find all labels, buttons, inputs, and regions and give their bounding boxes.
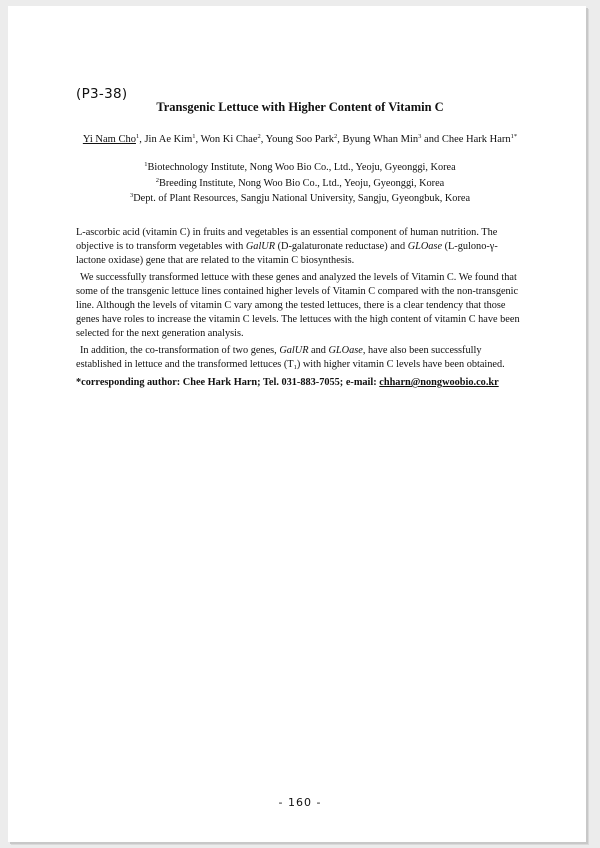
paper-page — [8, 6, 586, 842]
affiliation: $^1$Biotechnology Institute, Nong Woo Bio Co., Ltd., Yeoju, Gyeonggi, Korea — [144, 161, 456, 173]
affiliation: $^2$Breeding Institute, Nong Woo Bio Co., Ltd., Yeoju, Gyeonggi, Korea — [155, 176, 445, 189]
author-name: Chee Hark Harn — [441, 134, 511, 145]
affiliation-list — [0, 160, 600, 207]
paragraph: We successfully transformed lettuce with these genes and analyzed the levels of Vitamin C. We found that some of the transgenic lettuce lines contained higher levels of Vitamin C compared with the non-transgenic line. Although the levels of vitamin C vary among the tested lettuces, there is a clear tendency that those genes have roles to increase the vitamin C levels. The lettuces with the high content of vitamin C have been selected for the next generation analysis. — [76, 271, 520, 340]
author-name: Jin Ae Kim — [144, 134, 193, 145]
author-affil-mark: 1* — [510, 133, 518, 140]
gene-name: GLOase — [328, 344, 363, 356]
abstract-code: (P3-38) — [76, 86, 128, 102]
email-link[interactable]: chharn@nongwoobio.co.kr — [379, 377, 499, 388]
abstract-body — [76, 226, 522, 374]
author-list: Yi Nam Cho$^1$, Jin Ae Kim$^1$, Won Ki Chae$^2$, Young Soo Park$^2$, Byung Whan Min$^3$ and Chee Hark Harn$^{1*}$ — [82, 133, 518, 145]
author-affil-mark: 3 — [418, 133, 422, 140]
corresponding-author: *corresponding author: Chee Hark Harn; Tel. 031-883-7055; e-mail: chharn@nongwoobio.co.kr — [76, 377, 499, 388]
author-name: Won Ki Chae — [200, 134, 258, 145]
author-affil-mark: 2 — [257, 133, 261, 140]
gene-name: GalUR — [245, 241, 276, 253]
author-affil-mark: 1 — [135, 133, 140, 140]
author-name: Byung Whan Min — [342, 134, 419, 145]
page-number: - 160 - — [278, 796, 322, 809]
paper-title: Transgenic Lettuce with Higher Content of Vitamin C — [156, 100, 444, 114]
gene-name: GalUR — [279, 344, 309, 356]
affiliation: $^3$Dept. of Plant Resources, Sangju National University, Sangju, Gyeongbuk, Korea — [129, 192, 471, 204]
author-name: Yi Nam Cho — [82, 134, 136, 145]
paragraph: In addition, the co-transformation of two genes, GalUR and GLOase, have also been successfully established in lettuce and the transformed lettuces $(T_1)$ with higher vitamin C levels have been obtained. — [76, 344, 505, 371]
author-affil-mark: 1 — [192, 133, 196, 140]
author-name: Young Soo Park — [265, 134, 335, 145]
gene-name: GLOase — [407, 241, 443, 253]
author-affil-mark: 2 — [334, 133, 338, 140]
paragraph: L-ascorbic acid (vitamin C) in fruits and vegetables is an essential component of human nutrition. The objective is to transform vegetables with GalUR (D-galaturonate reductase) and GLOase (L-gulono-γ-lactone oxidase) gene that are related to the vitamin C biosynthesis. — [76, 227, 498, 267]
